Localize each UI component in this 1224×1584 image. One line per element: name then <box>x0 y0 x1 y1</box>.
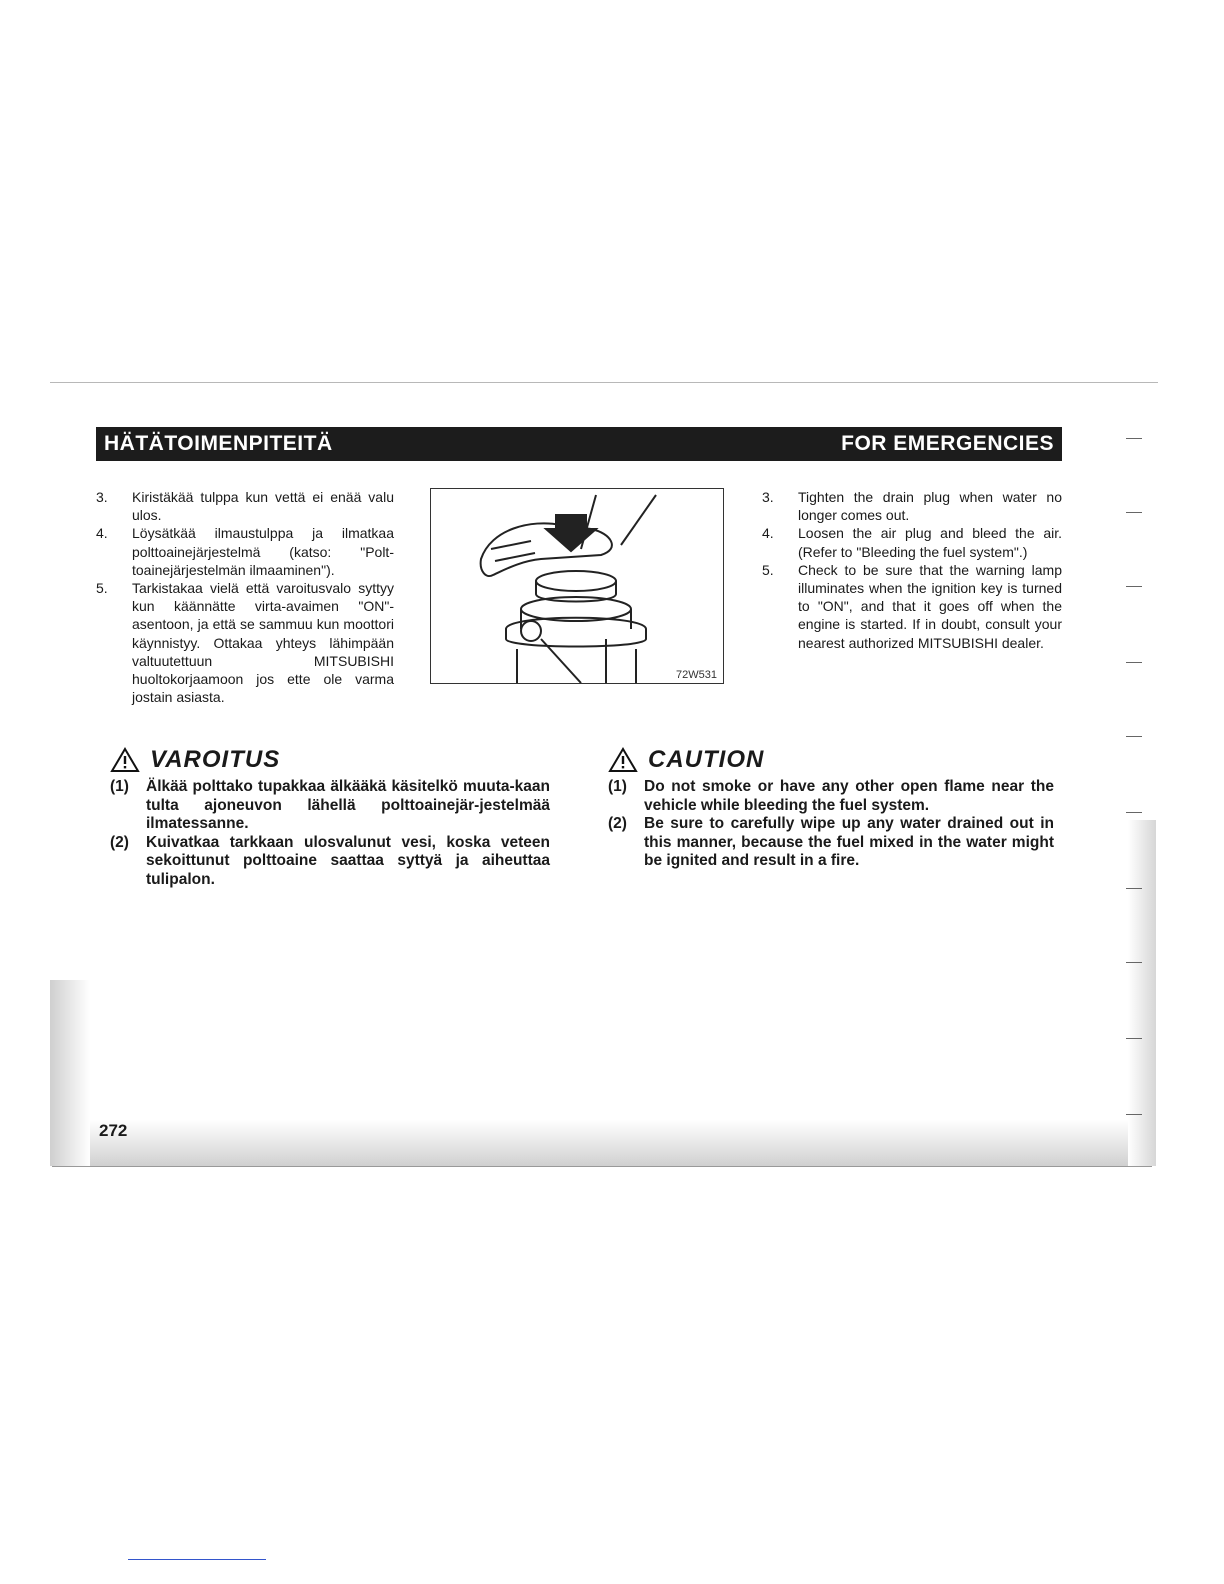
header-title-fi: HÄTÄTOIMENPITEITÄ <box>104 432 333 455</box>
list-item: 4. Loosen the air plug and bleed the air. (Refer to "Bleeding the fuel system".) <box>762 525 1062 560</box>
list-item: 3. Kiristäkää tulppa kun vettä ei enää valu ulos. <box>96 489 394 524</box>
header-title-en: FOR EMERGENCIES <box>841 432 1054 455</box>
fuel-filter-figure <box>430 488 724 684</box>
fuel-filter-illustration <box>431 489 723 683</box>
list-item: (2) Be sure to carefully wipe up any water drained out in this manner, because the fuel mixed in the water might be ignited and result in a fire. <box>608 815 1054 870</box>
list-item: (1) Do not smoke or have any other open flame near the vehicle while bleeding the fuel system. <box>608 778 1054 814</box>
warning-triangle-icon <box>608 747 638 773</box>
stray-underline <box>128 1559 266 1560</box>
finnish-steps <box>96 488 394 706</box>
scan-shadow-left <box>50 980 90 1166</box>
list-item: 5. Check to be sure that the warning lamp illuminates when the ignition key is turned to "ON", and that it goes off when the engine is started. If in doubt, consult your nearest authorized MITSUBISHI dealer. <box>762 561 1062 651</box>
section-header <box>96 427 1062 461</box>
tab-mark <box>1126 962 1142 963</box>
english-steps <box>762 488 1062 652</box>
tab-mark <box>1126 1114 1142 1115</box>
top-rule <box>50 382 1158 383</box>
tab-mark <box>1126 888 1142 889</box>
warning-title-fi: VAROITUS <box>150 746 281 773</box>
list-item: (1) Älkää polttako tupakkaa älkääkä käsitelkö muuta-kaan tulta ajoneuvon lähellä polttoainejär-jestelmää ilmatessanne. <box>110 778 550 833</box>
tab-mark <box>1126 438 1142 439</box>
tab-mark <box>1126 812 1142 813</box>
warning-en <box>608 746 1054 871</box>
figure-code: 72W531 <box>676 669 717 681</box>
warning-title-en: CAUTION <box>648 746 765 773</box>
tab-mark <box>1126 1038 1142 1039</box>
tab-mark <box>1126 586 1142 587</box>
tab-mark <box>1126 736 1142 737</box>
list-item: 5. Tarkistakaa vielä että varoitusvalo syttyy kun käännätte virta-avaimen "ON"-asentoon, ja että se sammuu kun moottori käynnistyy. Ottakaa yhteys lähimpään valtuutettuun MITSUBISHI huoltokorjaamoon jos ette ole varma jostain asiasta. <box>96 580 394 706</box>
warning-fi <box>110 746 550 890</box>
page-number: 272 <box>99 1121 128 1140</box>
warning-triangle-icon <box>110 747 140 773</box>
list-item: 4. Löysätkää ilmaustulppa ja ilmatkaa polttoainejärjestelmä (katso: "Polt-toainejärjestelmän ilmaaminen"). <box>96 525 394 578</box>
tab-mark <box>1126 662 1142 663</box>
bottom-rule <box>52 1166 1152 1167</box>
scan-shadow-bottom <box>52 1120 1152 1166</box>
list-item: (2) Kuivatkaa tarkkaan ulosvalunut vesi, koska veteen sekoittunut polttoaine saattaa syttyä ja aiheuttaa tulipalon. <box>110 833 550 888</box>
list-item: 3. Tighten the drain plug when water no longer comes out. <box>762 489 1062 524</box>
tab-mark <box>1126 512 1142 513</box>
